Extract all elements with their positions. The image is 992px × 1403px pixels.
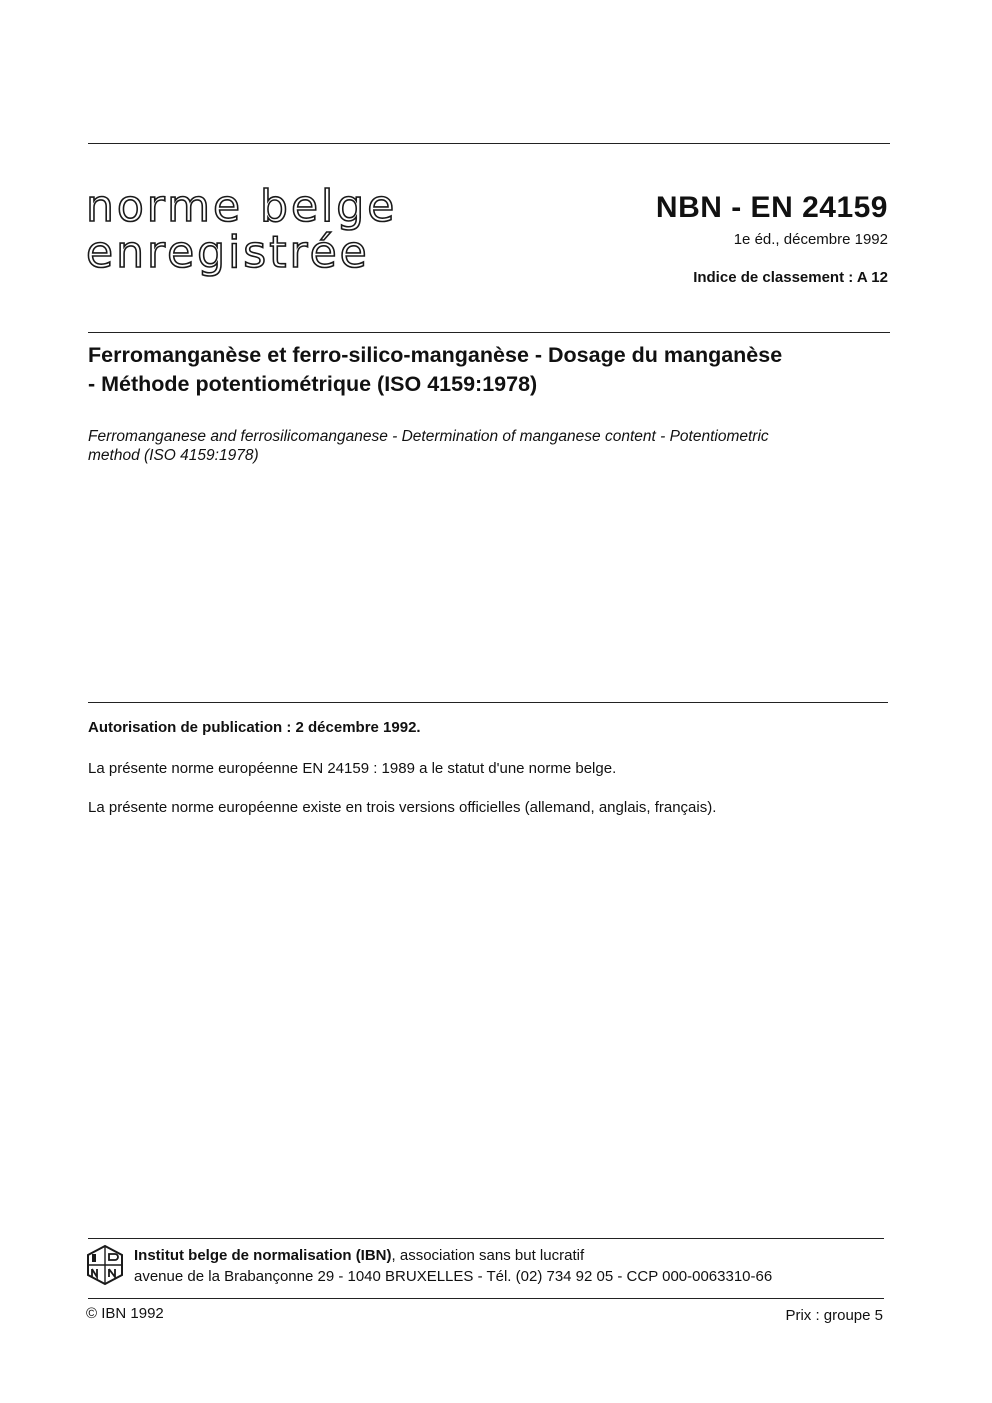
institute-line	[134, 1247, 584, 1264]
publication-authorisation: Autorisation de publication : 2 décembre 1992.	[88, 719, 421, 736]
standard-number: NBN - EN 24159	[655, 191, 888, 224]
footer-bottom-divider	[88, 1298, 884, 1299]
status-paragraph: La présente norme européenne EN 24159 : 1989 a le statut d'une norme belge.	[88, 760, 617, 777]
english-title-line-2: method (ISO 4159:1978)	[88, 447, 259, 464]
title-divider	[88, 332, 890, 333]
price-group: Prix : groupe 5	[785, 1307, 883, 1324]
brand-line-1: norme belge	[86, 181, 398, 232]
body-divider	[88, 702, 888, 703]
versions-paragraph: La présente norme européenne existe en trois versions officielles (allemand, anglais, français).	[88, 799, 717, 816]
institute-address: avenue de la Brabançonne 29 - 1040 BRUXELLES - Tél. (02) 734 92 05 - CCP 000-0063310-66	[134, 1268, 773, 1285]
ibn-logo-icon	[84, 1244, 126, 1286]
classification-index: Indice de classement : A 12	[693, 269, 888, 286]
top-divider	[88, 143, 890, 144]
institute-suffix: , association sans but lucratif	[391, 1247, 585, 1264]
edition-date: 1e éd., décembre 1992	[733, 231, 888, 248]
english-title-line-1: Ferromanganese and ferrosilicomanganese - Determination of manganese content - Potentiometric	[88, 428, 769, 445]
brand-line-2: enregistrée	[86, 227, 370, 278]
english-title	[88, 427, 898, 465]
french-title-line-1: Ferromanganèse et ferro-silico-manganèse - Dosage du manganèse	[88, 343, 783, 367]
french-title	[88, 341, 898, 399]
copyright-notice: © IBN 1992	[86, 1305, 164, 1322]
french-title-line-2: - Méthode potentiométrique (ISO 4159:1978)	[88, 372, 538, 396]
footer-top-divider	[88, 1238, 884, 1239]
institute-name: Institut belge de normalisation (IBN)	[134, 1247, 392, 1264]
